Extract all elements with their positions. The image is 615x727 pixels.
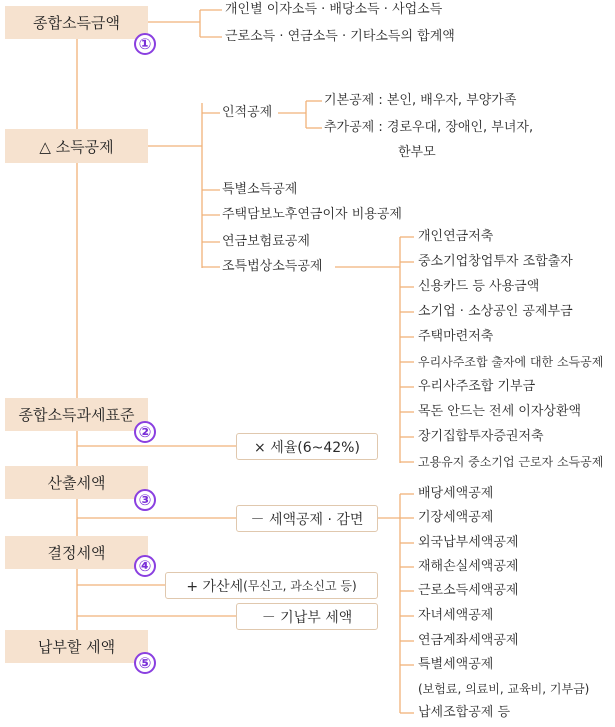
tax-credit-item: 외국납부세액공제 — [418, 535, 519, 550]
step-5-badge: ⑤ — [134, 652, 156, 674]
special-act-item: 신용카드 등 사용금액 — [418, 279, 540, 294]
special-act-item: 개인연금저축 — [418, 229, 494, 244]
special-act-item: 주택마련저축 — [418, 329, 494, 344]
tax-credit-item: 납세조합공제 등 — [418, 705, 511, 720]
special-act-item: 중소기업창업투자 조합출자 — [418, 254, 573, 269]
tax-rate-op: × 세율(6~42%) — [236, 433, 378, 460]
total-income-box: 종합소득금액 — [5, 6, 148, 39]
step-3-badge: ③ — [134, 489, 156, 511]
special-act-item: 장기집합투자증권저축 — [418, 429, 544, 444]
step-2-badge: ② — [134, 421, 156, 443]
other-deduction-item: 연금보험료공제 — [222, 234, 310, 249]
personal-deduction-label: 인적공제 — [222, 105, 273, 120]
other-deduction-item: 주택담보노후연금이자 비용공제 — [222, 207, 402, 222]
tax-credit-item: 연금계좌세액공제 — [418, 633, 519, 648]
special-act-item: 우리사주조합 기부금 — [418, 379, 536, 394]
tax-credit-item: 기장세액공제 — [418, 510, 494, 525]
tax-credit-op: － 세액공제 · 감면 — [236, 505, 378, 532]
tax-credit-item: 근로소득세액공제 — [418, 583, 519, 598]
surcharge-note: (무신고, 과소신고 등) — [243, 579, 357, 593]
special-act-item: 우리사주조합 출자에 대한 소득공제 — [418, 355, 604, 369]
surcharge-op — [165, 572, 378, 599]
tax-credit-item: 자녀세액공제 — [418, 608, 494, 623]
special-act-item: 고용유지 중소기업 근로자 소득공제 — [418, 455, 604, 469]
tax-credit-item: (보험료, 의료비, 교육비, 기부금) — [418, 682, 590, 696]
calculated-tax-box: 산출세액 — [5, 466, 148, 499]
total-income-item: 근로소득 · 연금소득 · 기타소득의 합계액 — [225, 29, 455, 44]
basic-deduction-text: 기본공제 : 본인, 배우자, 부양가족 — [324, 93, 517, 108]
tax-credit-item: 재해손실세액공제 — [418, 559, 519, 574]
payable-tax-box: 납부할 세액 — [5, 630, 148, 663]
tax-base-box: 종합소득과세표준 — [5, 398, 148, 431]
step-1-badge: ① — [134, 33, 156, 55]
special-act-item: 목돈 안드는 전세 이자상환액 — [418, 404, 582, 419]
total-income-item: 개인별 이자소득 · 배당소득 · 사업소득 — [225, 2, 443, 17]
additional-deduction-text: 추가공제 : 경로우대, 장애인, 부녀자, — [324, 120, 534, 135]
surcharge-label: + 가산세 — [186, 578, 244, 595]
income-deduction-box: △ 소득공제 — [5, 129, 148, 163]
prepaid-tax-op: － 기납부 세액 — [236, 603, 378, 630]
determined-tax-box: 결정세액 — [5, 536, 148, 569]
tax-credit-item: 배당세액공제 — [418, 486, 494, 501]
other-deduction-item: 조특법상소득공제 — [222, 259, 323, 274]
special-act-item: 소기업 · 소상공인 공제부금 — [418, 304, 573, 319]
tax-credit-item: 특별세액공제 — [418, 657, 494, 672]
other-deduction-item: 특별소득공제 — [222, 182, 298, 197]
additional-deduction-cont: 한부모 — [398, 145, 436, 160]
step-4-badge: ④ — [134, 555, 156, 577]
